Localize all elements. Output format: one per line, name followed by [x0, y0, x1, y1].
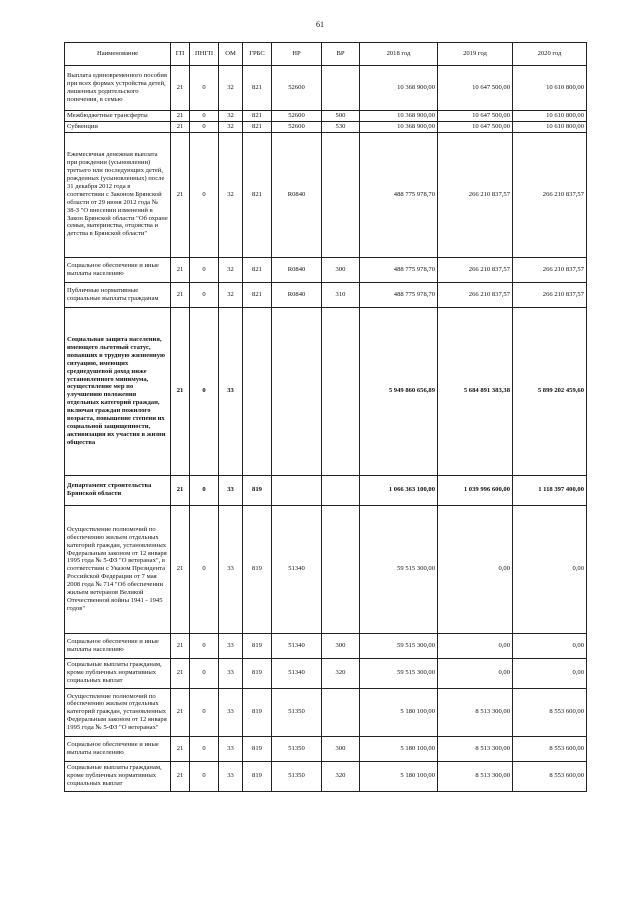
cell-gp: 21	[171, 505, 190, 633]
cell-nr: 51350	[272, 761, 322, 791]
table-row	[65, 505, 587, 633]
cell-pngp: 0	[190, 111, 219, 122]
cell-gp: 21	[171, 121, 190, 132]
cell-pngp: 0	[190, 761, 219, 791]
cell-pngp: 0	[190, 121, 219, 132]
cell-name: Межбюджетные трансферты	[65, 111, 171, 122]
cell-2019: 1 039 996 600,00	[438, 475, 513, 505]
cell-om: 32	[219, 66, 243, 111]
cell-2018: 10 368 900,00	[360, 66, 438, 111]
cell-2019: 10 647 500,00	[438, 121, 513, 132]
cell-2018: 488 775 978,70	[360, 132, 438, 257]
cell-om: 32	[219, 121, 243, 132]
cell-gp: 21	[171, 307, 190, 475]
cell-nr: 51340	[272, 633, 322, 658]
cell-vr	[322, 505, 360, 633]
cell-nr	[272, 307, 322, 475]
table-row	[65, 282, 587, 307]
cell-gp: 21	[171, 132, 190, 257]
cell-grbs: 819	[243, 761, 272, 791]
cell-vr: 310	[322, 282, 360, 307]
cell-om: 33	[219, 761, 243, 791]
cell-name: Департамент строительства Брянской области	[65, 475, 171, 505]
cell-2019: 8 513 300,00	[438, 688, 513, 736]
header-nr: НР	[272, 43, 322, 66]
cell-vr	[322, 132, 360, 257]
cell-om: 33	[219, 475, 243, 505]
cell-nr: 51350	[272, 736, 322, 761]
header-2018: 2018 год	[360, 43, 438, 66]
table-row	[65, 66, 587, 111]
header-2020: 2020 год	[513, 43, 587, 66]
cell-nr: 51340	[272, 505, 322, 633]
table-row	[65, 132, 587, 257]
cell-name: Выплата единовременного пособия при всех формах устройства детей, лишенных родительского попечения, в семью	[65, 66, 171, 111]
cell-gp: 21	[171, 688, 190, 736]
cell-name: Социальное обеспечение и иные выплаты населению	[65, 633, 171, 658]
cell-pngp: 0	[190, 132, 219, 257]
cell-nr: 51340	[272, 658, 322, 688]
cell-gp: 21	[171, 111, 190, 122]
cell-2019: 266 210 837,57	[438, 257, 513, 282]
cell-2018: 59 515 300,00	[360, 505, 438, 633]
cell-nr: 51350	[272, 688, 322, 736]
cell-om: 33	[219, 658, 243, 688]
cell-om: 33	[219, 736, 243, 761]
table-header-row	[65, 43, 587, 66]
cell-2020: 266 210 837,57	[513, 282, 587, 307]
cell-2020: 8 553 600,00	[513, 688, 587, 736]
cell-2019: 10 647 500,00	[438, 66, 513, 111]
cell-2019: 0,00	[438, 505, 513, 633]
cell-grbs: 819	[243, 688, 272, 736]
cell-nr: R0840	[272, 132, 322, 257]
cell-2020: 8 553 600,00	[513, 761, 587, 791]
cell-name: Социальные выплаты гражданам, кроме публичных нормативных социальных выплат	[65, 761, 171, 791]
header-vr: ВР	[322, 43, 360, 66]
budget-table	[64, 42, 587, 792]
cell-2018: 59 515 300,00	[360, 633, 438, 658]
cell-om: 33	[219, 633, 243, 658]
cell-2019: 266 210 837,57	[438, 132, 513, 257]
cell-gp: 21	[171, 66, 190, 111]
cell-2018: 10 368 900,00	[360, 111, 438, 122]
cell-pngp: 0	[190, 475, 219, 505]
cell-vr	[322, 307, 360, 475]
cell-name: Социальное обеспечение и иные выплаты населению	[65, 736, 171, 761]
cell-pngp: 0	[190, 307, 219, 475]
cell-pngp: 0	[190, 66, 219, 111]
cell-2020: 10 610 800,00	[513, 121, 587, 132]
header-gp: ГП	[171, 43, 190, 66]
cell-2019: 8 513 300,00	[438, 736, 513, 761]
cell-name: Публичные нормативные социальные выплаты гражданам	[65, 282, 171, 307]
cell-2018: 10 368 900,00	[360, 121, 438, 132]
cell-nr: 52600	[272, 66, 322, 111]
cell-name: Социальное обеспечение и иные выплаты населению	[65, 257, 171, 282]
cell-grbs: 821	[243, 132, 272, 257]
table-row	[65, 633, 587, 658]
cell-pngp: 0	[190, 633, 219, 658]
cell-gp: 21	[171, 658, 190, 688]
cell-2020: 8 553 600,00	[513, 736, 587, 761]
cell-name: Осуществление полномочий по обеспечению жильем отдельных категорий граждан, установленных Федеральным законом от 12 января 1995 года № 5-ФЗ "О ветеранах", в соответствии с Указом Президента Российской Федерации от 7 мая 2008 года № 714 "Об обеспечении жильем ветеранов Великой Отечественной войны 1941 - 1945 годов"	[65, 505, 171, 633]
table-row	[65, 475, 587, 505]
cell-vr: 530	[322, 121, 360, 132]
cell-gp: 21	[171, 257, 190, 282]
cell-pngp: 0	[190, 658, 219, 688]
cell-grbs: 821	[243, 257, 272, 282]
table-row	[65, 658, 587, 688]
cell-grbs: 819	[243, 633, 272, 658]
cell-grbs	[243, 307, 272, 475]
cell-2018: 5 949 860 656,89	[360, 307, 438, 475]
cell-grbs: 821	[243, 111, 272, 122]
cell-2018: 5 180 100,00	[360, 736, 438, 761]
cell-2019: 0,00	[438, 633, 513, 658]
cell-2020: 266 210 837,57	[513, 257, 587, 282]
cell-name: Осуществление полномочий по обеспечению жильем отдельных категорий граждан, установленных Федеральным законом от 12 января 1995 года № 5-ФЗ "О ветеранах"	[65, 688, 171, 736]
cell-vr: 320	[322, 658, 360, 688]
cell-2019: 0,00	[438, 658, 513, 688]
header-grbs: ГРБС	[243, 43, 272, 66]
cell-om: 33	[219, 307, 243, 475]
cell-pngp: 0	[190, 282, 219, 307]
header-name: Наименование	[65, 43, 171, 66]
cell-vr	[322, 688, 360, 736]
cell-nr	[272, 475, 322, 505]
cell-pngp: 0	[190, 688, 219, 736]
table-row	[65, 111, 587, 122]
header-om: ОМ	[219, 43, 243, 66]
cell-grbs: 821	[243, 282, 272, 307]
cell-nr: R0840	[272, 257, 322, 282]
table-row	[65, 688, 587, 736]
cell-grbs: 819	[243, 475, 272, 505]
cell-grbs: 819	[243, 736, 272, 761]
table-row	[65, 257, 587, 282]
cell-gp: 21	[171, 475, 190, 505]
cell-name: Субвенции	[65, 121, 171, 132]
cell-vr: 320	[322, 761, 360, 791]
cell-2020: 10 610 800,00	[513, 66, 587, 111]
cell-2018: 1 066 363 100,00	[360, 475, 438, 505]
cell-pngp: 0	[190, 257, 219, 282]
cell-2020: 1 118 397 400,00	[513, 475, 587, 505]
cell-gp: 21	[171, 736, 190, 761]
cell-2020: 0,00	[513, 505, 587, 633]
cell-pngp: 0	[190, 505, 219, 633]
header-pngp: ПНГП	[190, 43, 219, 66]
cell-2018: 59 515 300,00	[360, 658, 438, 688]
cell-om: 32	[219, 132, 243, 257]
cell-2019: 266 210 837,57	[438, 282, 513, 307]
table-row	[65, 307, 587, 475]
cell-om: 32	[219, 257, 243, 282]
cell-om: 33	[219, 505, 243, 633]
cell-gp: 21	[171, 761, 190, 791]
cell-2018: 5 180 100,00	[360, 688, 438, 736]
cell-vr: 500	[322, 111, 360, 122]
cell-vr	[322, 66, 360, 111]
table-row	[65, 761, 587, 791]
cell-gp: 21	[171, 633, 190, 658]
cell-2018: 488 775 978,70	[360, 282, 438, 307]
cell-om: 32	[219, 111, 243, 122]
cell-2019: 5 684 891 383,38	[438, 307, 513, 475]
cell-name: Социальные выплаты гражданам, кроме публичных нормативных социальных выплат	[65, 658, 171, 688]
cell-grbs: 819	[243, 658, 272, 688]
cell-nr: 52600	[272, 111, 322, 122]
cell-pngp: 0	[190, 736, 219, 761]
cell-om: 32	[219, 282, 243, 307]
page-number: 61	[316, 20, 324, 29]
cell-nr: 52600	[272, 121, 322, 132]
cell-vr: 300	[322, 736, 360, 761]
table-row	[65, 736, 587, 761]
cell-vr: 300	[322, 257, 360, 282]
cell-2018: 488 775 978,70	[360, 257, 438, 282]
cell-grbs: 821	[243, 121, 272, 132]
cell-2020: 10 610 800,00	[513, 111, 587, 122]
cell-2019: 10 647 500,00	[438, 111, 513, 122]
cell-2020: 266 210 837,57	[513, 132, 587, 257]
cell-gp: 21	[171, 282, 190, 307]
cell-name: Социальная защита населения, имеющего льготный статус, попавших в трудную жизненную ситуацию, имеющих среднедушевой доход ниже установленного минимума, осуществление мер по улучшению положения отдельных категорий граждан, включая граждан пожилого возраста, повышение степени их социальной защищенности, активизация их участия в жизни общества	[65, 307, 171, 475]
cell-2019: 8 513 300,00	[438, 761, 513, 791]
cell-2020: 5 899 202 459,60	[513, 307, 587, 475]
table-row	[65, 121, 587, 132]
cell-nr: R0840	[272, 282, 322, 307]
cell-vr	[322, 475, 360, 505]
cell-2020: 0,00	[513, 658, 587, 688]
cell-name: Ежемесячная денежная выплата при рождении (усыновлении) третьего или последующих детей, рожденных (усыновленных) после 31 декабря 2012 года в соответствии с Законом Брянской области от 29 июня 2012 года № 38-З "О внесении изменений в Закон Брянской области "Об охране семьи, материнства, отцовства и детства в Брянской области"	[65, 132, 171, 257]
cell-grbs: 821	[243, 66, 272, 111]
cell-2018: 5 180 100,00	[360, 761, 438, 791]
cell-om: 33	[219, 688, 243, 736]
cell-vr: 300	[322, 633, 360, 658]
header-2019: 2019 год	[438, 43, 513, 66]
cell-2020: 0,00	[513, 633, 587, 658]
cell-grbs: 819	[243, 505, 272, 633]
